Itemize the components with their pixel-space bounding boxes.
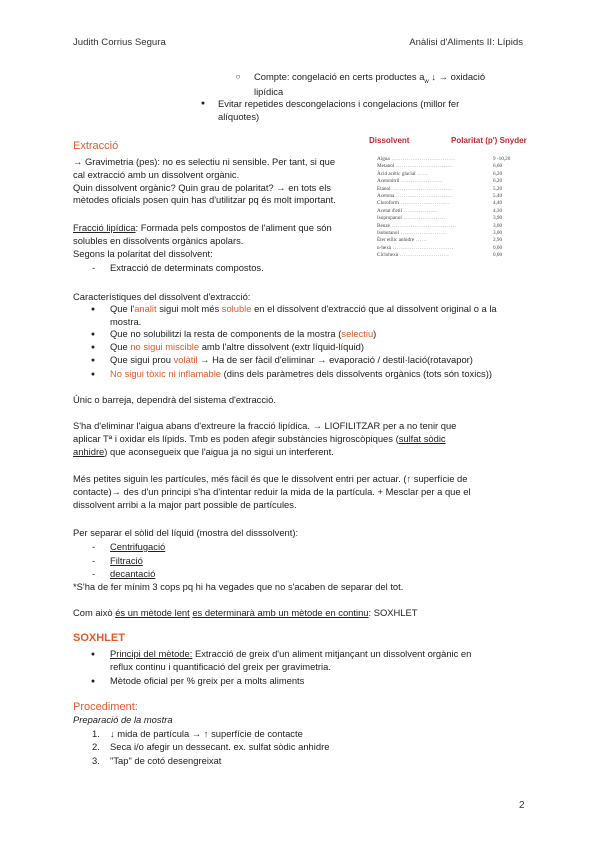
section-title-soxhlet: SOXHLET — [73, 632, 125, 644]
dot-leader: .......................... — [398, 200, 451, 207]
separar-item: Filtració — [110, 555, 143, 566]
caracteristiques-title: Característiques del dissolvent d'extracció: — [73, 291, 251, 302]
step-text: ↓ mida de partícula → ↑ superfície de contacte — [110, 728, 303, 739]
dot-bullet-icon: ● — [90, 678, 96, 685]
solvent-name-text: Metanol — [377, 163, 395, 170]
polarity-value: 2,90 — [493, 237, 503, 244]
caract-item-1: Que l'analit sigui molt més soluble en el dissolvent d'extracció que al dissolvent original o a la mostra. — [110, 303, 497, 327]
top-sub-bullet: Compte: congelació en certs productes $a_w$ ↓ → oxidació lipídica — [254, 71, 486, 98]
polarity-value: 6,60 — [493, 163, 503, 170]
dash-bullet: - — [92, 568, 96, 579]
polarity-value: 6,20 — [493, 178, 503, 185]
dot-bullet-icon: ● — [90, 651, 96, 658]
dot-leader: .......................... — [398, 252, 450, 259]
dot-bullet-icon: ● — [90, 344, 96, 351]
polarity-value: 3,90 — [493, 215, 503, 222]
dot-leader: ................................ — [391, 244, 454, 251]
section-title-extraccio: Extracció — [73, 140, 119, 152]
aigua-paragraph: S'ha d'eliminar l'aigua abans d'extreure la fracció lipídica. → LIOFILITZAR per a no tenir que aplicar Tª i oxidar els lípids. Tmb es poden afegir substàncies higroscòpiques (sulfat sòdic anhidre) que aconsegueix que l'aigua ja no sigui un interferent. — [73, 420, 457, 457]
table-header-dissolvent: Dissolvent — [369, 136, 410, 145]
fraccio-item: Extracció de determinats compostos. — [110, 262, 264, 273]
polarity-value: 5,20 — [493, 185, 503, 192]
solvent-name-text: Èter etílic anhidre — [377, 237, 415, 244]
soxhlet-principi: Principi del mètode: Extracció de greix d'un aliment mitjançant un dissolvent orgànic en reflux continu i quantificació del greix per gravimetria. — [110, 648, 472, 672]
dash-bullet: - — [92, 541, 96, 552]
dot-leader: ........................ — [398, 229, 447, 236]
separar-item: Centrifugació — [110, 541, 166, 552]
top-bullet: Evitar repetides descongelacions i congelacions (millor fer alíquotes) — [218, 98, 460, 122]
dash-bullet: - — [92, 555, 96, 566]
dot-leader: ................................ — [390, 185, 454, 192]
caract-item-3: Que no sigui miscible amb l'altre dissolvent (extr líquid-líquid) — [110, 341, 364, 352]
solvent-name-text: Isobutanol — [377, 229, 399, 236]
step-number: 3. — [92, 755, 100, 766]
solvent-name-text: Acetona — [377, 192, 395, 199]
circle-bullet-icon: ○ — [235, 72, 241, 81]
solvent-name-text: Aigua — [377, 156, 390, 162]
soxhlet-oficial: Mètode oficial per % greix per a molts aliments — [110, 675, 305, 686]
dash-bullet: - — [92, 262, 96, 273]
unic-paragraph: Únic o barreja, dependrà del sistema d'extracció. — [73, 394, 276, 405]
dot-bullet-icon: ● — [90, 331, 96, 338]
section-title-procediment: Procediment: — [73, 701, 138, 713]
page-number: 2 — [519, 800, 525, 811]
separar-note: *S'ha de fer mínim 3 cops pq hi ha vegades que no s'acaben de separar del tot. — [73, 581, 404, 592]
polarity-value: 3,00 — [493, 229, 503, 236]
solvent-name-text: Acetat d'etil — [377, 207, 402, 214]
header-author: Judith Corrius Segura — [73, 37, 166, 48]
dot-leader: ...................... — [399, 178, 444, 185]
particules-paragraph: Més petites siguin les partícules, més fàcil és que le dissolvent entri per actuar. (↑ superfície de contacte)→ des d'un principi s'ha d'intentar reduir la mida de la partícula. + Mesclar per a que el dissolvent arribi a la major part possible de partícules. — [73, 473, 471, 510]
table-row — [377, 253, 510, 260]
polarity-value: 5,40 — [493, 192, 503, 199]
dot-bullet-icon: ● — [90, 306, 96, 313]
dot-bullet-icon: ● — [200, 100, 206, 107]
step-text: Seca i/o afegir un dessecant. ex. sulfat sòdic anhidre — [110, 741, 330, 752]
dot-leader: .............................. — [394, 163, 454, 170]
caract-item-4: Que sigui prou volàtil → Ha de ser fàcil d'eliminar → evaporació / destil·lació(rotavapor) — [110, 354, 473, 365]
polarity-value: 4,40 — [493, 200, 503, 207]
procediment-subtitle: Preparació de la mostra — [73, 714, 173, 725]
dot-leader: .............................. — [394, 192, 454, 199]
polarity-value: 0,00 — [493, 252, 503, 259]
solvent-name — [377, 253, 493, 260]
header-title: Anàlisi d'Aliments II: Lípids — [409, 37, 523, 48]
table-header-polaritat: Polaritat (p') Snyder — [451, 136, 527, 145]
step-number: 1. — [92, 728, 100, 739]
caract-item-2: Que no solubilitzi la resta de components de la mostra (selectiu) — [110, 328, 377, 339]
dot-leader: .................................. — [389, 222, 457, 229]
extraccio-paragraph: → Gravimetria (pes): no es selectiu ni sensible. Per tant, si que cal extracció amb un dissolvent orgànic. Quin dissolvent orgànic? Quin grau de polaritat? → en tots els mètodes oficials posen quin has d'utilitzar pq és molt important. — [73, 156, 336, 206]
solvent-name-text: Àcid acètic glacial — [377, 170, 416, 177]
solvent-name-text: Benzè — [377, 222, 390, 229]
polarity-value: 6,20 — [493, 170, 503, 177]
caract-item-5: No sigui tòxic ni inflamable (dins dels paràmetres dels dissolvents orgànics (tots són toxics)) — [110, 368, 492, 379]
solvent-name-text: n-hexà — [377, 244, 392, 251]
step-text: "Tap" de cotó desengreixat — [110, 755, 222, 766]
dot-bullet-icon: ● — [90, 371, 96, 378]
dot-leader: ...... — [414, 237, 428, 244]
separar-item: decantació — [110, 568, 156, 579]
solvent-name-text: Etanol — [377, 185, 391, 192]
polarity-value: 9 -10,20 — [493, 156, 511, 162]
polarity-value: 4,30 — [493, 207, 503, 214]
dot-leader: ...................... — [401, 215, 446, 222]
separar-title: Per separar el sòlid del líquid (mostra del disssolvent): — [73, 527, 299, 538]
soxhlet-intro: Com això és un mètode lent es determinarà amb un mètode en continu: SOXHLET — [73, 607, 418, 618]
fraccio-lipidica-paragraph: Fracció lipídica: Formada pels compostos de l'aliment que són solubles en dissolvents orgànics apolars. Segons la polaritat del dissolvent: — [73, 222, 332, 259]
dot-bullet-icon: ● — [90, 357, 96, 364]
dot-leader: ...... — [415, 170, 429, 177]
dot-leader: .................................. — [389, 156, 457, 162]
solvent-table — [377, 157, 510, 260]
dot-leader: .................. — [402, 207, 439, 214]
step-number: 2. — [92, 741, 100, 752]
solvent-name-text: Isopropanol — [377, 215, 402, 222]
solvent-name-text: Ciclohexà — [377, 252, 399, 259]
solvent-name-text: Acetonitril — [377, 178, 400, 185]
polarity-value: 3,00 — [493, 222, 503, 229]
solvent-name-text: Cloroform — [377, 200, 399, 207]
polarity-value: 0,00 — [493, 244, 503, 251]
